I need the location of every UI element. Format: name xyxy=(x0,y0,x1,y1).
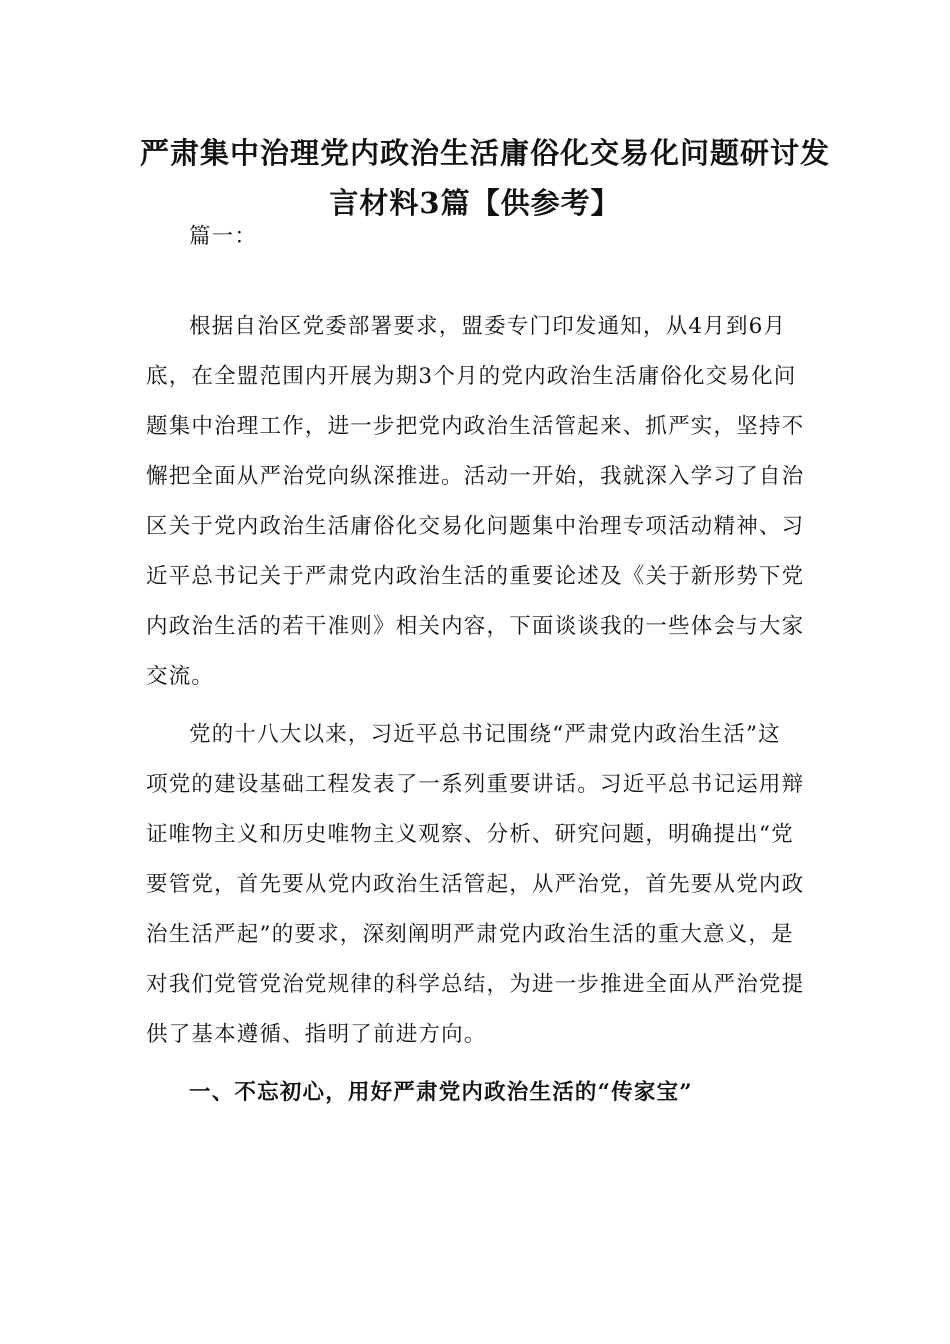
paragraph-1-line: 交流。 xyxy=(146,664,215,689)
paragraph-2-line: 项党的建设基础工程发表了一系列重要讲话。习近平总书记运用辩 xyxy=(146,772,805,797)
paragraph-2 xyxy=(146,710,810,1060)
paragraph-2-line: 要管党，首先要从党内政治生活管起，从严治党，首先要从党内政 xyxy=(146,872,805,897)
paragraph-2-line: 供了基本遵循、指明了前进方向。 xyxy=(146,1022,487,1047)
section-label: 篇一： xyxy=(189,224,258,249)
title-line-1: 严肃集中治理党内政治生活庸俗化交易化问题研讨发 xyxy=(140,136,831,170)
paragraph-2-line: 党的十八大以来，习近平总书记围绕“严肃党内政治生活”这 xyxy=(189,722,781,747)
paragraph-1-line: 底，在全盟范围内开展为期3个月的党内政治生活庸俗化交易化问 xyxy=(146,364,797,389)
paragraph-1-line: 内政治生活的若干准则》相关内容，下面谈谈我的一些体会与大家 xyxy=(146,614,805,639)
paragraph-2-line: 治生活严起”的要求，深刻阐明严肃党内政治生活的重大意义，是 xyxy=(146,922,794,947)
title-line-2: 言材料3篇【供参考】 xyxy=(329,186,621,220)
paragraph-1-line: 根据自治区党委部署要求，盟委专门印发通知，从4月到6月 xyxy=(189,314,787,339)
paragraph-2-line: 证唯物主义和历史唯物主义观察、分析、研究问题，明确提出“党 xyxy=(146,822,794,847)
paragraph-2-line: 对我们党管党治党规律的科学总结，为进一步推进全面从严治党提 xyxy=(146,972,805,997)
paragraph-1 xyxy=(146,302,810,702)
paragraph-1-line: 题集中治理工作，进一步把党内政治生活管起来、抓严实，坚持不 xyxy=(146,414,805,439)
paragraph-1-line: 近平总书记关于严肃党内政治生活的重要论述及《关于新形势下党 xyxy=(146,564,805,589)
paragraph-1-line: 懈把全面从严治党向纵深推进。活动一开始，我就深入学习了自治 xyxy=(146,464,805,489)
paragraph-1-line: 区关于党内政治生活庸俗化交易化问题集中治理专项活动精神、习 xyxy=(146,514,805,539)
section-heading-1: 一、不忘初心，用好严肃党内政治生活的“传家宝” xyxy=(189,1080,693,1105)
